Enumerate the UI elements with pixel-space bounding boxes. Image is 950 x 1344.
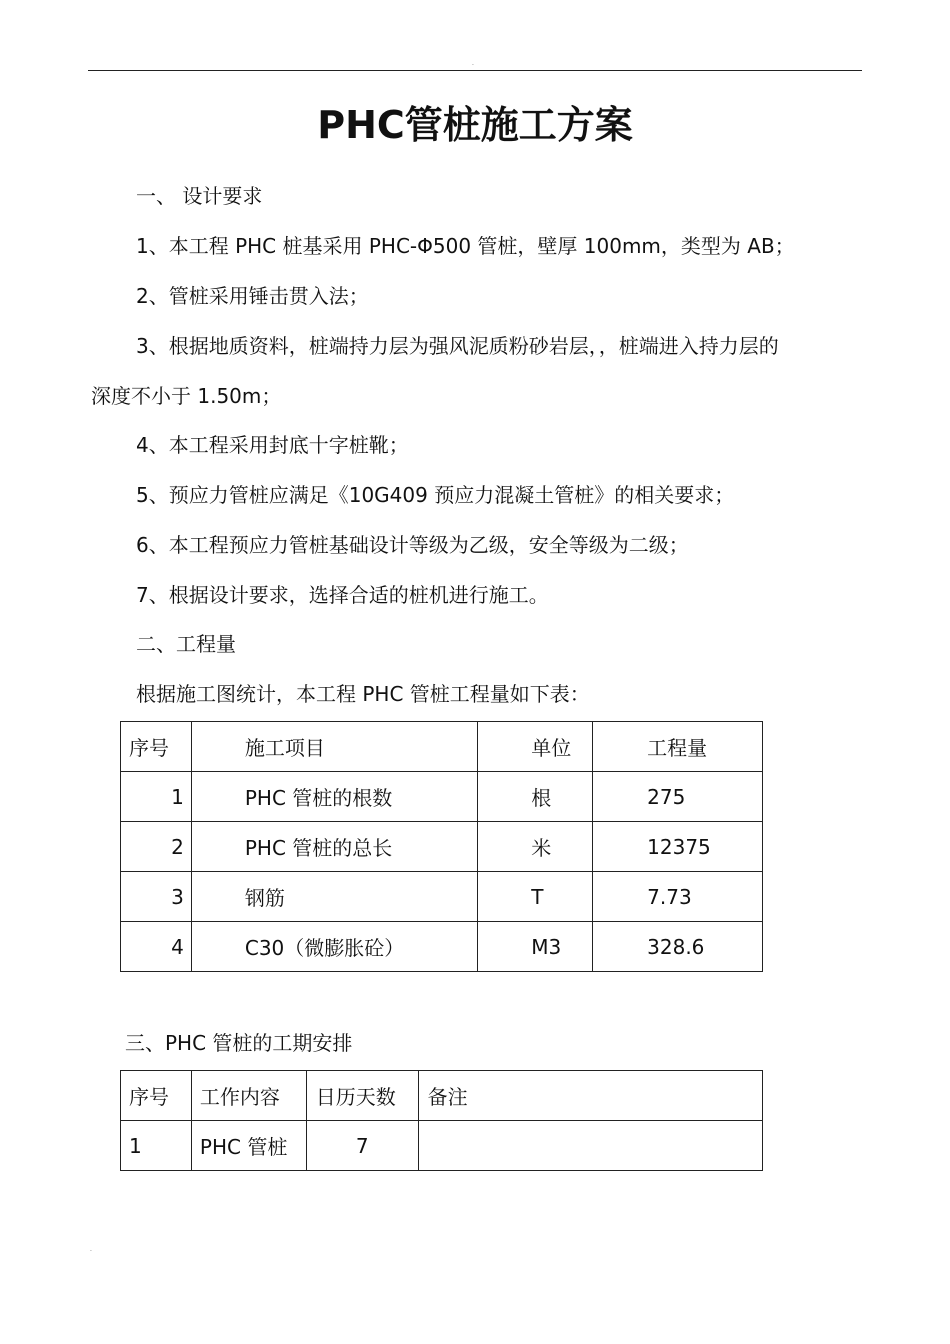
table-header-cell: 施工项目 [191,722,477,772]
requirement-4: 4、本工程采用封底十字桩靴； [136,433,409,457]
requirement-2: 2、管桩采用锤击贯入法； [136,284,369,308]
table-cell: 1 [121,772,192,822]
requirement-6: 6、本工程预应力管桩基础设计等级为乙级，安全等级为二级； [136,533,689,557]
table-cell: 3 [121,872,192,922]
table-cell [418,1121,762,1171]
header-mark: . [472,60,474,67]
table-row [121,822,763,872]
page-title: PHC管桩施工方案 [317,103,633,147]
section3-heading: 三、PHC 管桩的工期安排 [125,1031,353,1055]
table-cell: T [478,872,593,922]
table-cell: PHC 管桩的总长 [191,822,477,872]
table-cell: 钢筋 [191,872,477,922]
table-header-cell: 工程量 [593,722,763,772]
footer-mark: . [90,1246,92,1253]
table-cell: 12375 [593,822,763,872]
table-cell: 275 [593,772,763,822]
requirement-1: 1、本工程 PHC 桩基采用 PHC-Φ500 管桩，壁厚 100mm，类型为 AB； [136,234,795,258]
schedule-table [120,1070,763,1171]
table-row [121,772,763,822]
table-row [121,872,763,922]
table-cell: C30（微膨胀砼） [191,922,477,972]
table-header-cell: 序号 [121,722,192,772]
table-row [121,1121,763,1171]
requirement-3: 3、根据地质资料，桩端持力层为强风泥质粉砂岩层，，桩端进入持力层的 [136,334,779,358]
requirement-3-continued: 深度不小于 1.50m； [91,384,282,408]
table-cell: 7 [306,1121,418,1171]
quantity-table [120,721,763,972]
table-cell: 328.6 [593,922,763,972]
table-header-row [121,1071,763,1121]
table-cell: 1 [121,1121,192,1171]
requirement-7: 7、根据设计要求，选择合适的桩机进行施工。 [136,583,549,607]
table-header-row [121,722,763,772]
table-header-cell: 工作内容 [191,1071,306,1121]
table-header-cell: 日历天数 [306,1071,418,1121]
table-cell: 米 [478,822,593,872]
table-cell: PHC 管桩 [191,1121,306,1171]
table-cell: M3 [478,922,593,972]
table-cell: 2 [121,822,192,872]
header-rule [88,70,862,71]
requirement-5: 5、预应力管桩应满足《10G409 预应力混凝土管桩》的相关要求； [136,483,735,507]
table-header-cell: 备注 [418,1071,762,1121]
table-row [121,922,763,972]
section2-intro: 根据施工图统计，本工程 PHC 管桩工程量如下表： [136,682,590,706]
table-cell: 7.73 [593,872,763,922]
table-cell: PHC 管桩的根数 [191,772,477,822]
section2-heading: 二、工程量 [136,632,236,656]
table-cell: 4 [121,922,192,972]
table-cell: 根 [478,772,593,822]
table-header-cell: 序号 [121,1071,192,1121]
section1-heading: 一、 设计要求 [136,184,263,208]
table-header-cell: 单位 [478,722,593,772]
